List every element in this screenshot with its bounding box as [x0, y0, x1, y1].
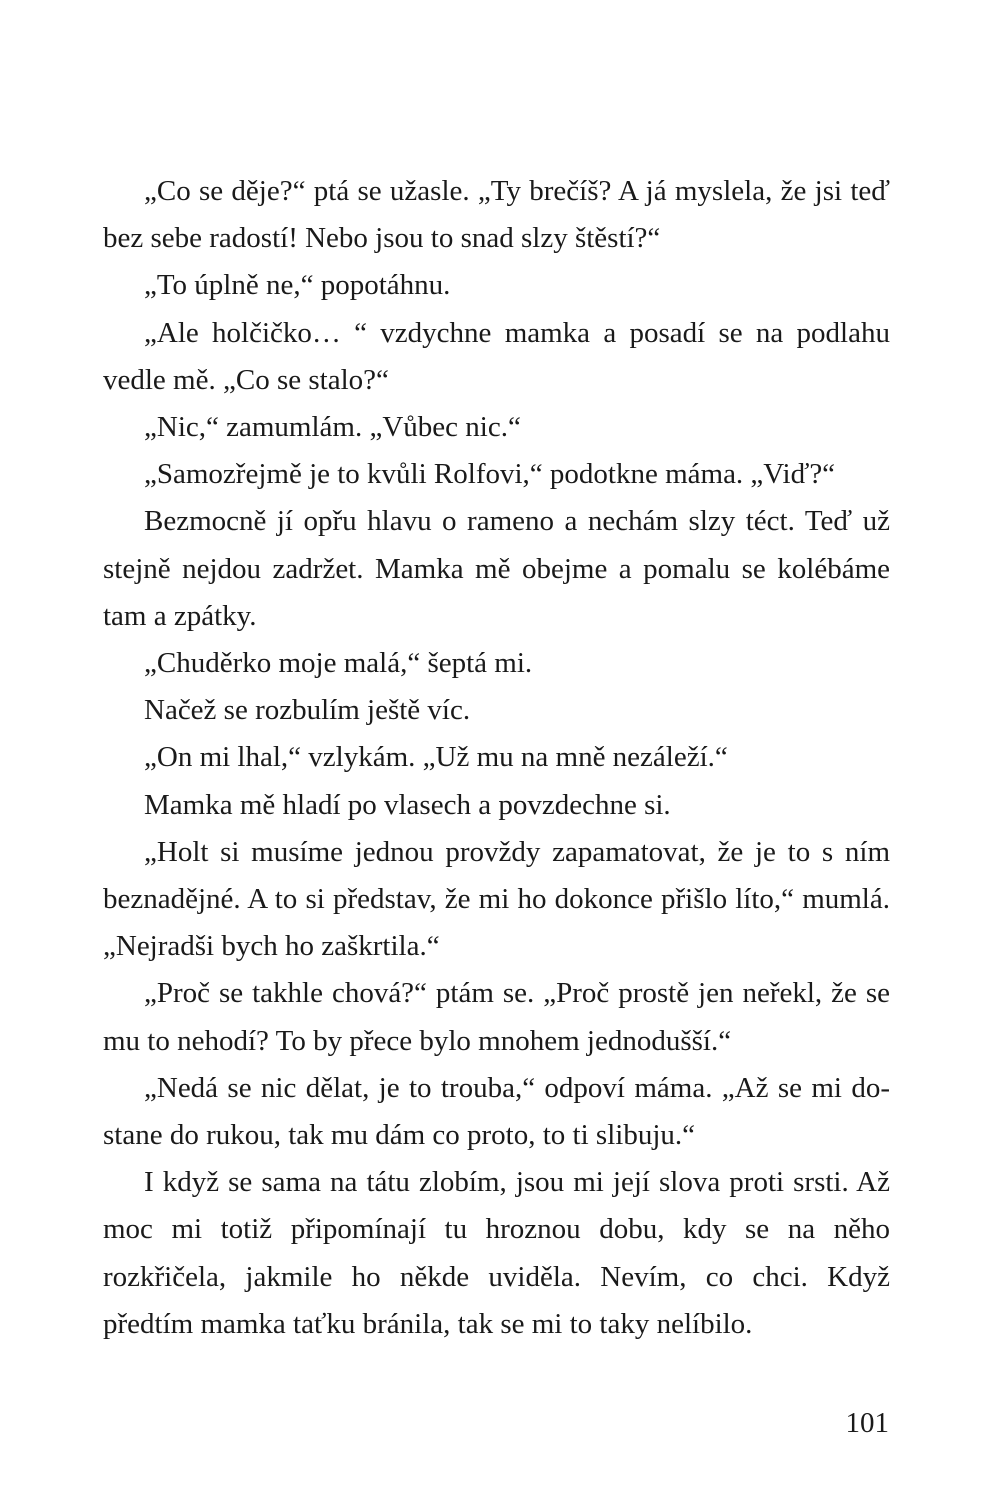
- paragraph: „Nedá se nic dělat, je to trouba,“ odpoví máma. „Až se mi dostane do rukou, tak mu dám co proto, to ti slibuju.“: [103, 1071, 890, 1152]
- paragraph: „Ale holčičko… “ vzdychne mamka a posadí se na podlahu vedle mě. „Co se stalo?“: [103, 316, 890, 396]
- paragraph: Bezmocně jí opřu hlavu o rameno a nechám slzy téct. Teď už stejně nejdou zadržet. Mamka mě obejme a pomalu se kolébáme tam a zpátky.: [103, 505, 890, 632]
- paragraph: „On mi lhal,“ vzlykám. „Už mu na mně nezáleží.“: [144, 741, 728, 774]
- paragraph: „Holt si musíme jednou provždy zapamatovat, že je to s ním beznadějné. A to si představ, že mi ho dokonce přišlo líto,“ mumlá. „Nejradši bych ho zaškrtila.“: [103, 835, 890, 963]
- paragraph: „Nic,“ zamumlám. „Vůbec nic.“: [144, 411, 521, 444]
- paragraph: Načež se rozbulím ještě víc.: [144, 694, 471, 727]
- paragraph: Mamka mě hladí po vlasech a povzdechne si.: [144, 788, 671, 821]
- paragraph: „Chuděrko moje malá,“ šeptá mi.: [144, 647, 533, 680]
- paragraph: „Co se děje?“ ptá se užasle. „Ty brečíš? A já myslela, že jsi teď bez sebe radostí! Nebo jsou to snad slzy štěstí?“: [103, 175, 890, 255]
- paragraph: I když se sama na tátu zlobím, jsou mi její slova proti srsti. Až moc mi totiž připomínají tu hroznou dobu, kdy se na něho rozkřičela, jakmile ho někde uviděla. Nevím, co chci. Když předtím mamka taťku bránila, tak se mi to taky nelíbilo.: [103, 1166, 890, 1340]
- paragraph: „Proč se takhle chová?“ ptám se. „Proč prostě jen neřekl, že se mu to nehodí? To by přece bylo mnohem jednodušší.“: [103, 977, 890, 1057]
- body-text: [103, 168, 890, 1348]
- paragraph: „Samozřejmě je to kvůli Rolfovi,“ podotkne máma. „Viď?“: [144, 458, 836, 491]
- page-number: 101: [845, 1407, 889, 1439]
- paragraph: „To úplně ne,“ popotáhnu.: [144, 269, 451, 302]
